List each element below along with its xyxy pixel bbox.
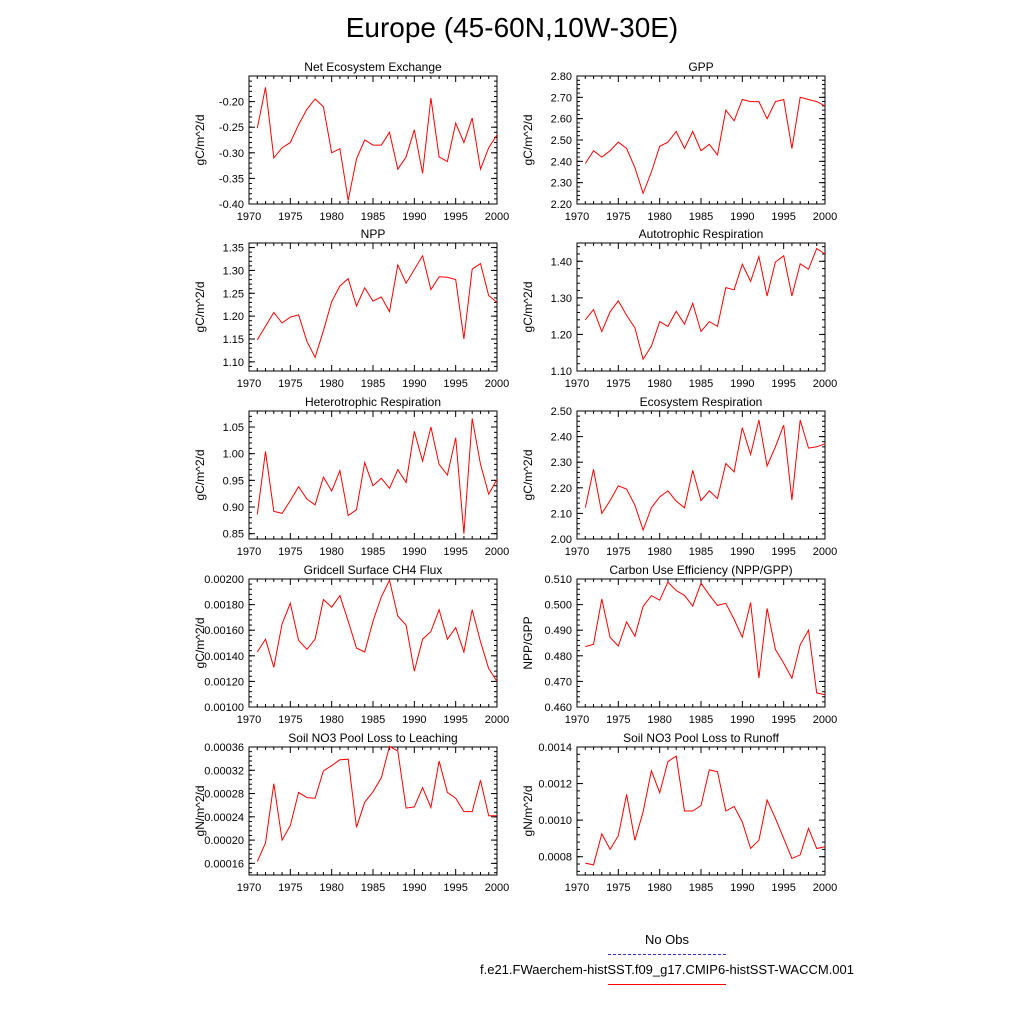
x-tick-label: 1975 bbox=[606, 546, 631, 558]
legend-model-label: f.e21.FWaerchem-histSST.f09_g17.CMIP6-histSST-WACCM.001 bbox=[480, 962, 854, 977]
y-tick-label: 2.40 bbox=[550, 431, 572, 444]
x-tick-label: 2000 bbox=[812, 211, 838, 223]
y-tick-label: 2.40 bbox=[550, 156, 572, 169]
page-title: Europe (45-60N,10W-30E) bbox=[345, 12, 679, 43]
x-tick-label: 1990 bbox=[402, 211, 427, 223]
y-tick-label: 2.10 bbox=[550, 508, 572, 521]
legend-model-line bbox=[608, 984, 726, 985]
series-line bbox=[585, 249, 825, 360]
x-tick-label: 1975 bbox=[278, 211, 303, 223]
x-tick-label: 1990 bbox=[730, 714, 755, 726]
x-tick-label: 1990 bbox=[730, 378, 755, 390]
y-tick-label: 0.480 bbox=[544, 650, 572, 663]
x-tick-label: 2000 bbox=[484, 546, 510, 558]
panel-title: Net Ecosystem Exchange bbox=[304, 60, 442, 74]
y-tick-label: 0.00160 bbox=[204, 625, 244, 638]
x-tick-label: 1985 bbox=[360, 882, 386, 894]
x-tick-label: 1995 bbox=[443, 546, 468, 558]
y-tick-label: 0.0012 bbox=[538, 778, 572, 791]
x-tick-label: 1995 bbox=[771, 714, 796, 726]
y-axis-label: gC/m^2/d bbox=[193, 449, 207, 501]
x-tick-label: 1970 bbox=[564, 714, 590, 726]
x-tick-label: 1985 bbox=[688, 714, 714, 726]
y-tick-label: 2.80 bbox=[550, 71, 572, 83]
chart-panel-3 bbox=[193, 227, 509, 390]
y-tick-label: 1.40 bbox=[550, 256, 572, 269]
y-tick-label: 0.00028 bbox=[204, 788, 244, 801]
legend-obs-label: No Obs bbox=[644, 932, 690, 947]
panel-title: GPP bbox=[688, 60, 714, 74]
series-line bbox=[257, 87, 497, 200]
y-tick-label: 2.00 bbox=[550, 534, 572, 546]
y-tick-label: 0.00100 bbox=[204, 702, 244, 714]
series-line bbox=[257, 580, 497, 681]
x-tick-label: 1980 bbox=[647, 546, 672, 558]
y-tick-label: 0.00140 bbox=[204, 650, 244, 663]
y-tick-label: 0.470 bbox=[544, 676, 572, 689]
y-tick-label: 2.30 bbox=[550, 177, 572, 190]
y-tick-label: 0.00032 bbox=[204, 765, 244, 778]
plot-frame bbox=[249, 411, 497, 539]
x-tick-label: 1975 bbox=[278, 378, 303, 390]
y-tick-label: 0.00016 bbox=[204, 858, 244, 871]
y-tick-label: 0.510 bbox=[544, 574, 572, 586]
x-tick-label: 1970 bbox=[236, 546, 262, 558]
y-tick-label: 1.35 bbox=[222, 242, 244, 255]
x-tick-label: 1995 bbox=[443, 882, 468, 894]
x-tick-label: 1985 bbox=[360, 378, 386, 390]
y-tick-label: 1.30 bbox=[550, 292, 572, 305]
panel-title: Soil NO3 Pool Loss to Runoff bbox=[623, 731, 779, 745]
y-tick-label: 0.95 bbox=[222, 475, 244, 488]
chart-panel-2 bbox=[521, 60, 837, 223]
x-tick-label: 2000 bbox=[812, 714, 838, 726]
x-tick-label: 1980 bbox=[319, 882, 344, 894]
y-tick-label: 0.460 bbox=[544, 702, 572, 714]
x-tick-label: 1970 bbox=[564, 882, 590, 894]
y-axis-label: NPP/GPP bbox=[521, 616, 535, 670]
series-line bbox=[257, 256, 497, 357]
x-tick-label: 1975 bbox=[278, 546, 303, 558]
x-tick-label: 1970 bbox=[236, 714, 262, 726]
series-line bbox=[585, 582, 825, 695]
y-tick-label: 2.20 bbox=[550, 199, 572, 211]
y-tick-label: 0.00036 bbox=[204, 742, 244, 754]
y-tick-label: 1.15 bbox=[222, 334, 244, 346]
x-tick-label: 1970 bbox=[564, 378, 590, 390]
y-tick-label: 0.0010 bbox=[538, 815, 572, 828]
x-tick-label: 1970 bbox=[564, 546, 590, 558]
x-tick-label: 1990 bbox=[730, 211, 755, 223]
y-tick-label: 0.00180 bbox=[204, 599, 244, 612]
y-axis-label: gC/m^2/d bbox=[521, 114, 535, 166]
series-line bbox=[585, 97, 825, 193]
plot-frame bbox=[249, 76, 497, 204]
y-tick-label: -0.30 bbox=[218, 147, 244, 160]
y-tick-label: 0.500 bbox=[544, 599, 572, 612]
x-tick-label: 1980 bbox=[319, 546, 344, 558]
x-tick-label: 1970 bbox=[236, 882, 262, 894]
y-axis-label: gC/m^2/d bbox=[521, 281, 535, 333]
chart-panel-10 bbox=[521, 731, 837, 894]
x-tick-label: 2000 bbox=[812, 378, 838, 390]
y-tick-label: -0.40 bbox=[218, 199, 244, 211]
chart-panel-7 bbox=[193, 563, 509, 726]
y-tick-label: 0.0014 bbox=[538, 742, 572, 754]
x-tick-label: 1970 bbox=[236, 378, 262, 390]
series-line bbox=[257, 746, 497, 861]
y-tick-label: 0.00200 bbox=[204, 574, 244, 586]
y-tick-label: 2.30 bbox=[550, 457, 572, 470]
x-tick-label: 1995 bbox=[771, 882, 796, 894]
x-tick-label: 1980 bbox=[647, 378, 672, 390]
series-line bbox=[585, 420, 825, 530]
x-tick-label: 2000 bbox=[484, 714, 510, 726]
x-tick-label: 1995 bbox=[771, 546, 796, 558]
x-tick-label: 1995 bbox=[443, 714, 468, 726]
panel-title: Ecosystem Respiration bbox=[639, 395, 763, 409]
y-tick-label: -0.35 bbox=[218, 173, 244, 186]
x-tick-label: 1995 bbox=[771, 378, 796, 390]
y-tick-label: 1.10 bbox=[550, 366, 572, 378]
y-tick-label: 2.70 bbox=[550, 92, 572, 105]
x-tick-label: 1985 bbox=[360, 546, 386, 558]
panel-title: Autotrophic Respiration bbox=[638, 227, 764, 241]
y-tick-label: 0.90 bbox=[222, 502, 244, 514]
y-tick-label: 1.25 bbox=[222, 288, 244, 301]
x-tick-label: 1995 bbox=[771, 211, 796, 223]
plot-frame bbox=[577, 76, 825, 204]
x-tick-label: 2000 bbox=[484, 882, 510, 894]
x-tick-label: 1970 bbox=[236, 211, 262, 223]
x-tick-label: 1990 bbox=[402, 882, 427, 894]
x-tick-label: 1985 bbox=[360, 211, 386, 223]
y-axis-label: gC/m^2/d bbox=[193, 114, 207, 166]
y-tick-label: 0.00020 bbox=[204, 835, 244, 848]
plot-frame bbox=[577, 747, 825, 875]
y-axis-label: gC/m^2/d bbox=[521, 449, 535, 501]
chart-panel-1 bbox=[193, 60, 509, 223]
panel-title: Soil NO3 Pool Loss to Leaching bbox=[288, 731, 458, 745]
y-tick-label: 2.20 bbox=[550, 482, 572, 495]
y-tick-label: 1.00 bbox=[222, 448, 244, 461]
y-axis-label: gC/m^2/d bbox=[193, 617, 207, 669]
chart-panel-6 bbox=[521, 395, 837, 558]
x-tick-label: 1975 bbox=[278, 714, 303, 726]
plot-frame bbox=[577, 411, 825, 539]
y-tick-label: 0.00024 bbox=[204, 811, 244, 824]
plot-frame bbox=[577, 579, 825, 707]
chart-panel-5 bbox=[193, 395, 509, 558]
panel-title: Carbon Use Efficiency (NPP/GPP) bbox=[609, 563, 793, 577]
x-tick-label: 1985 bbox=[688, 211, 714, 223]
y-tick-label: 1.05 bbox=[222, 422, 244, 434]
x-tick-label: 1995 bbox=[443, 378, 468, 390]
x-tick-label: 1975 bbox=[606, 714, 631, 726]
y-tick-label: 0.490 bbox=[544, 625, 572, 638]
x-tick-label: 2000 bbox=[484, 211, 510, 223]
chart-panel-4 bbox=[521, 227, 837, 390]
y-tick-label: 1.30 bbox=[222, 265, 244, 278]
y-axis-label: gN/m^2/d bbox=[521, 785, 535, 837]
x-tick-label: 1980 bbox=[647, 714, 672, 726]
x-tick-label: 1985 bbox=[360, 714, 386, 726]
x-tick-label: 1975 bbox=[606, 211, 631, 223]
y-tick-label: 2.60 bbox=[550, 113, 572, 126]
panel-title: Heterotrophic Respiration bbox=[304, 395, 442, 409]
y-tick-label: 1.20 bbox=[550, 329, 572, 342]
x-tick-label: 1995 bbox=[443, 211, 468, 223]
x-tick-label: 1970 bbox=[564, 211, 590, 223]
x-tick-label: 1985 bbox=[688, 882, 714, 894]
y-axis-label: gC/m^2/d bbox=[193, 281, 207, 333]
x-tick-label: 1980 bbox=[319, 714, 344, 726]
y-tick-label: 0.00120 bbox=[204, 676, 244, 689]
x-tick-label: 1990 bbox=[402, 378, 427, 390]
y-tick-label: 2.50 bbox=[550, 406, 572, 418]
x-tick-label: 2000 bbox=[484, 378, 510, 390]
y-tick-label: 0.0008 bbox=[538, 851, 572, 864]
x-tick-label: 1990 bbox=[730, 882, 755, 894]
x-tick-label: 1985 bbox=[688, 378, 714, 390]
series-line bbox=[585, 756, 825, 865]
x-tick-label: 1990 bbox=[730, 546, 755, 558]
x-tick-label: 2000 bbox=[812, 546, 838, 558]
x-tick-label: 1980 bbox=[319, 211, 344, 223]
y-tick-label: -0.20 bbox=[218, 96, 244, 109]
y-tick-label: 2.50 bbox=[550, 135, 572, 147]
x-tick-label: 1975 bbox=[606, 882, 631, 894]
x-tick-label: 1980 bbox=[647, 882, 672, 894]
panel-title: Gridcell Surface CH4 Flux bbox=[303, 563, 443, 577]
legend-obs-line bbox=[608, 954, 726, 955]
x-tick-label: 1975 bbox=[278, 882, 303, 894]
x-tick-label: 1990 bbox=[402, 546, 427, 558]
y-tick-label: 1.10 bbox=[222, 356, 244, 369]
panel-title: NPP bbox=[360, 227, 386, 241]
plot-frame bbox=[249, 579, 497, 707]
x-tick-label: 1980 bbox=[647, 211, 672, 223]
plot-frame bbox=[249, 747, 497, 875]
y-tick-label: 0.85 bbox=[222, 528, 244, 541]
series-line bbox=[257, 419, 497, 534]
x-tick-label: 1980 bbox=[319, 378, 344, 390]
y-tick-label: -0.25 bbox=[218, 122, 244, 135]
chart-panel-9 bbox=[193, 731, 509, 894]
chart-panel-8 bbox=[521, 563, 837, 726]
x-tick-label: 1990 bbox=[402, 714, 427, 726]
x-tick-label: 1985 bbox=[688, 546, 714, 558]
x-tick-label: 1975 bbox=[606, 378, 631, 390]
y-axis-label: gN/m^2/d bbox=[193, 785, 207, 837]
y-tick-label: 1.20 bbox=[222, 311, 244, 324]
x-tick-label: 2000 bbox=[812, 882, 838, 894]
